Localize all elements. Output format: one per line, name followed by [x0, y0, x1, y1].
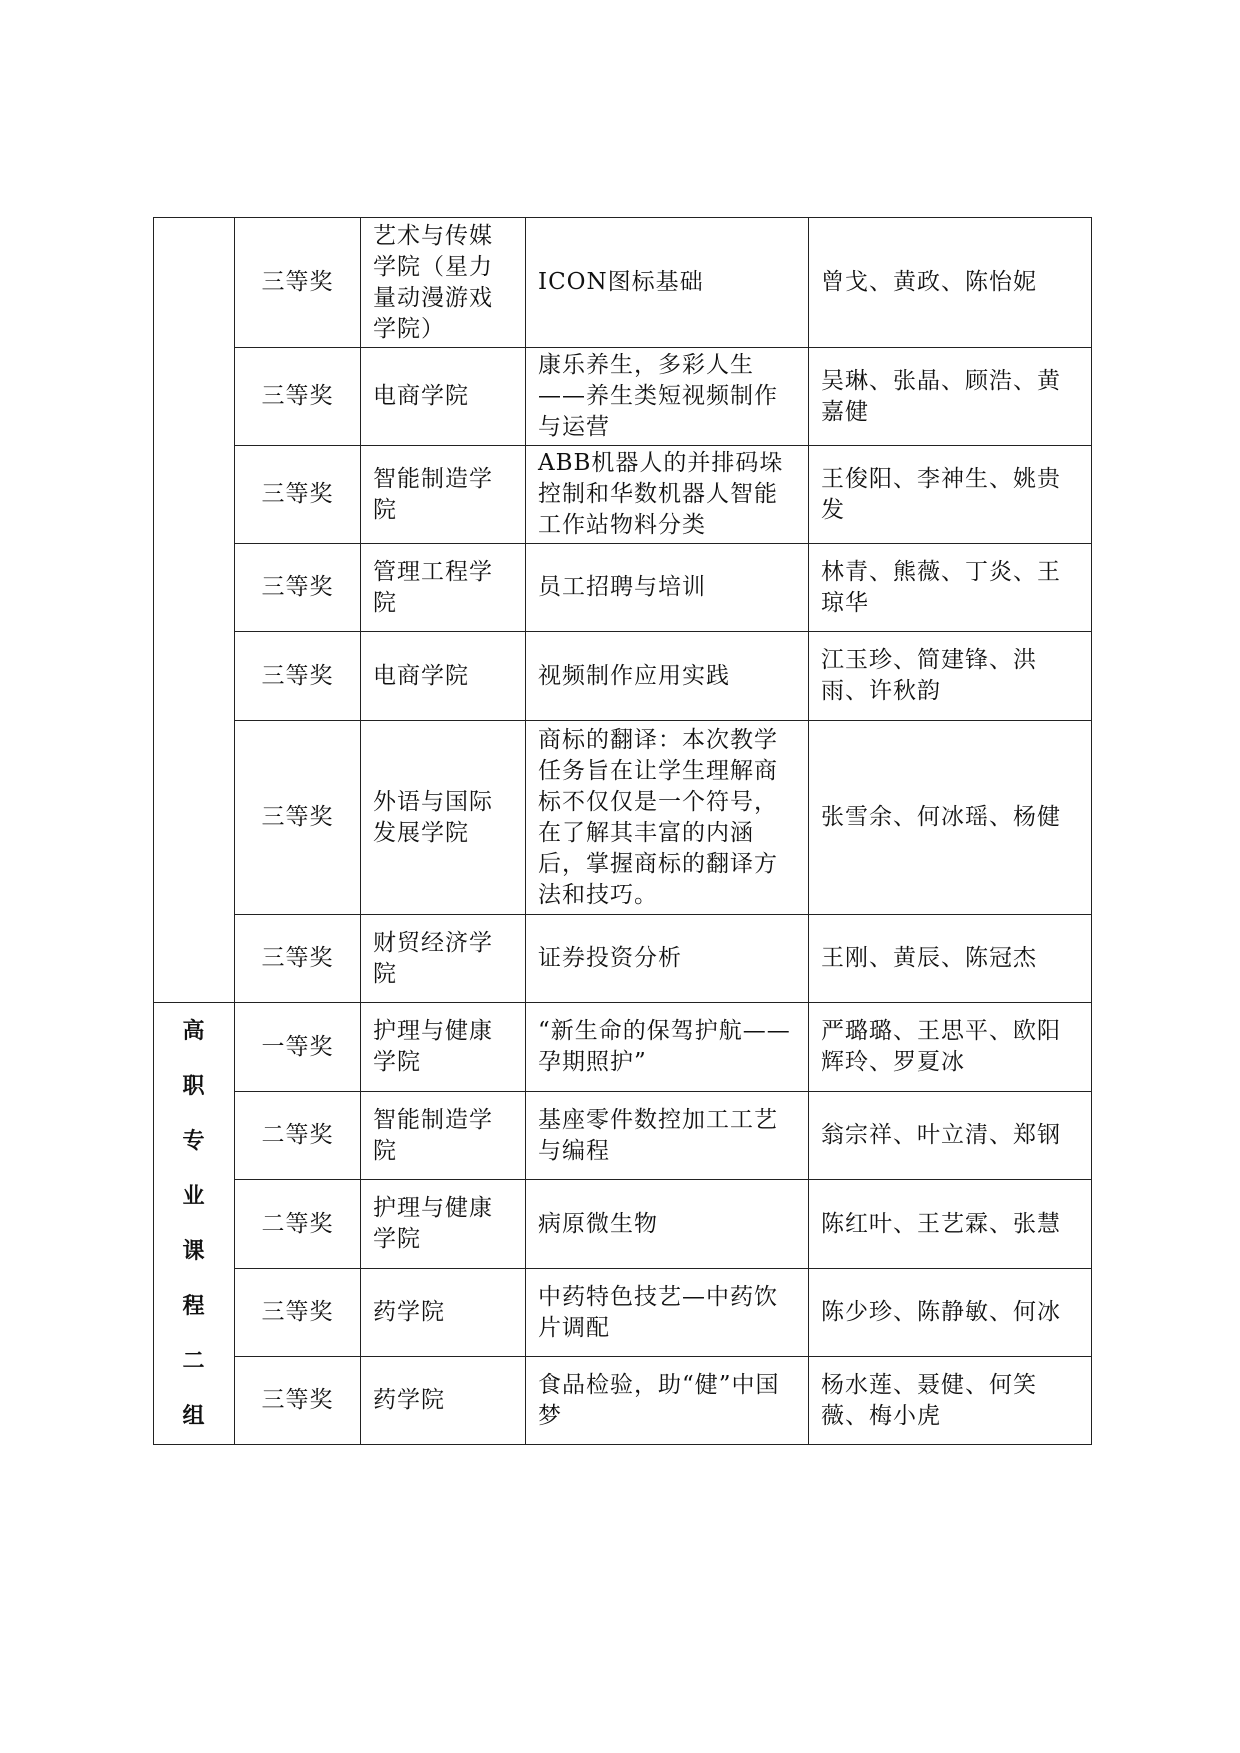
members-cell: 杨水莲、聂健、何笑薇、梅小虎 [809, 1357, 1092, 1445]
group-label: 高职专业课程二组 [182, 1018, 206, 1429]
project-cell: 病原微生物 [526, 1180, 809, 1269]
table-row [154, 1003, 1092, 1092]
members-cell: 陈红叶、王艺霖、张慧 [809, 1180, 1092, 1269]
members-cell: 王刚、黄辰、陈冠杰 [809, 915, 1092, 1003]
table-row [154, 1092, 1092, 1180]
award-cell: 三等奖 [235, 915, 361, 1003]
table-body [154, 218, 1092, 1445]
table-row [154, 632, 1092, 721]
college-cell: 外语与国际发展学院 [361, 721, 526, 915]
project-cell: “新生命的保驾护航——孕期照护” [526, 1003, 809, 1092]
college-cell: 电商学院 [361, 348, 526, 446]
project-cell: 商标的翻译：本次教学任务旨在让学生理解商标不仅仅是一个符号，在了解其丰富的内涵后，掌握商标的翻译方法和技巧。 [526, 721, 809, 915]
members-cell: 严璐璐、王思平、欧阳辉玲、罗夏冰 [809, 1003, 1092, 1092]
members-cell: 吴琳、张晶、顾浩、黄嘉健 [809, 348, 1092, 446]
members-cell: 翁宗祥、叶立清、郑钢 [809, 1092, 1092, 1180]
project-cell: ICON图标基础 [526, 218, 809, 348]
members-cell: 曾戈、黄政、陈怡妮 [809, 218, 1092, 348]
members-cell: 林青、熊薇、丁炎、王琼华 [809, 544, 1092, 632]
table-row [154, 218, 1092, 348]
table-row [154, 1180, 1092, 1269]
award-cell: 三等奖 [235, 721, 361, 915]
award-table [153, 217, 1092, 1445]
members-cell: 王俊阳、李神生、姚贵发 [809, 446, 1092, 544]
college-cell: 护理与健康学院 [361, 1003, 526, 1092]
group-cell [154, 1003, 235, 1445]
members-cell: 陈少珍、陈静敏、何冰 [809, 1269, 1092, 1357]
members-cell: 江玉珍、简建锋、洪雨、许秋韵 [809, 632, 1092, 721]
award-cell: 三等奖 [235, 632, 361, 721]
college-cell: 智能制造学院 [361, 1092, 526, 1180]
table-row [154, 1269, 1092, 1357]
college-cell: 药学院 [361, 1357, 526, 1445]
college-cell: 智能制造学院 [361, 446, 526, 544]
award-cell: 三等奖 [235, 1269, 361, 1357]
college-cell: 药学院 [361, 1269, 526, 1357]
project-cell: 康乐养生，多彩人生——养生类短视频制作与运营 [526, 348, 809, 446]
project-cell: ABB机器人的并排码垛控制和华数机器人智能工作站物料分类 [526, 446, 809, 544]
project-cell: 基座零件数控加工工艺与编程 [526, 1092, 809, 1180]
project-cell: 食品检验，助“健”中国梦 [526, 1357, 809, 1445]
table-row [154, 915, 1092, 1003]
college-cell: 艺术与传媒学院（星力量动漫游戏学院） [361, 218, 526, 348]
award-cell: 三等奖 [235, 544, 361, 632]
table-row [154, 446, 1092, 544]
award-cell: 三等奖 [235, 218, 361, 348]
college-cell: 管理工程学院 [361, 544, 526, 632]
award-cell: 一等奖 [235, 1003, 361, 1092]
table-row [154, 544, 1092, 632]
award-cell: 三等奖 [235, 1357, 361, 1445]
project-cell: 视频制作应用实践 [526, 632, 809, 721]
project-cell: 中药特色技艺—中药饮片调配 [526, 1269, 809, 1357]
table-row [154, 1357, 1092, 1445]
college-cell: 护理与健康学院 [361, 1180, 526, 1269]
award-cell: 三等奖 [235, 446, 361, 544]
members-cell: 张雪余、何冰瑶、杨健 [809, 721, 1092, 915]
group-cell [154, 218, 235, 1003]
table-row [154, 721, 1092, 915]
table-row [154, 348, 1092, 446]
award-cell: 二等奖 [235, 1180, 361, 1269]
project-cell: 员工招聘与培训 [526, 544, 809, 632]
college-cell: 电商学院 [361, 632, 526, 721]
project-cell: 证券投资分析 [526, 915, 809, 1003]
award-cell: 二等奖 [235, 1092, 361, 1180]
college-cell: 财贸经济学院 [361, 915, 526, 1003]
award-cell: 三等奖 [235, 348, 361, 446]
